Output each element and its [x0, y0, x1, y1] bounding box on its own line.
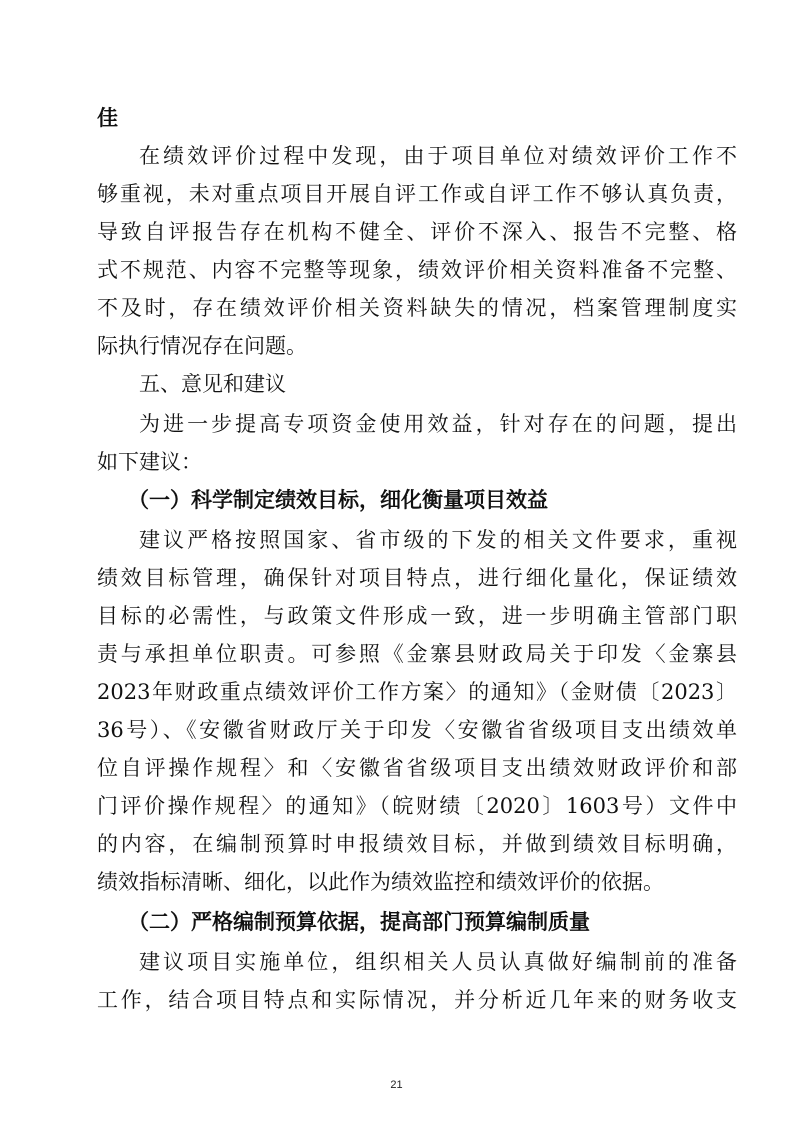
- page-number: 21: [390, 1079, 403, 1091]
- paragraph-line: 2023年财政重点绩效评价工作方案〉的通知》（金财债〔2023〕: [97, 680, 737, 704]
- paragraph-line: 够重视，未对重点项目开展自评工作或自评工作不够认真负责，: [97, 182, 737, 206]
- section-heading: 五、意见和建议: [139, 372, 286, 396]
- paragraph-line: 的内容，在编制预算时申报绩效目标，并做到绩效目标明确，: [97, 832, 737, 856]
- paragraph-line: 式不规范、内容不完整等现象，绩效评价相关资料准备不完整、: [97, 258, 737, 282]
- paragraph-line: 工作，结合项目特点和实际情况，并分析近几年来的财务收支: [97, 988, 737, 1012]
- paragraph-line: 目标的必需性，与政策文件形成一致，进一步明确主管部门职: [97, 604, 737, 628]
- subsection-heading: （一）科学制定绩效目标，细化衡量项目效益: [128, 487, 548, 512]
- paragraph-line: 为进一步提高专项资金使用效益，针对存在的问题，提出: [139, 412, 737, 436]
- paragraph-line: 如下建议：: [97, 450, 202, 474]
- continued-text-line: 佳: [97, 105, 118, 130]
- paragraph-line: 不及时，存在绩效评价相关资料缺失的情况，档案管理制度实: [97, 296, 737, 320]
- paragraph-line: 绩效指标清晰、细化，以此作为绩效监控和绩效评价的依据。: [97, 870, 664, 894]
- paragraph-line: 位自评操作规程〉和〈安徽省省级项目支出绩效财政评价和部: [97, 756, 737, 780]
- paragraph-line: 责与承担单位职责。可参照《金寨县财政局关于印发〈金寨县: [97, 642, 737, 666]
- paragraph-line: 导致自评报告存在机构不健全、评价不深入、报告不完整、格: [97, 220, 737, 244]
- paragraph-line: 36号）、《安徽省财政厅关于印发〈安徽省省级项目支出绩效单: [97, 718, 737, 742]
- paragraph-line: 绩效目标管理，确保针对项目特点，进行细化量化，保证绩效: [97, 566, 737, 590]
- paragraph-line: 门评价操作规程〉的通知》（皖财绩〔2020〕1603号）文件中: [97, 794, 737, 818]
- paragraph-line: 在绩效评价过程中发现，由于项目单位对绩效评价工作不: [139, 144, 737, 168]
- paragraph-line: 际执行情况存在问题。: [97, 334, 307, 358]
- paragraph-line: 建议严格按照国家、省市级的下发的相关文件要求，重视: [139, 528, 737, 552]
- subsection-heading: （二）严格编制预算依据，提高部门预算编制质量: [128, 909, 590, 934]
- paragraph-line: 建议项目实施单位，组织相关人员认真做好编制前的准备: [139, 950, 737, 974]
